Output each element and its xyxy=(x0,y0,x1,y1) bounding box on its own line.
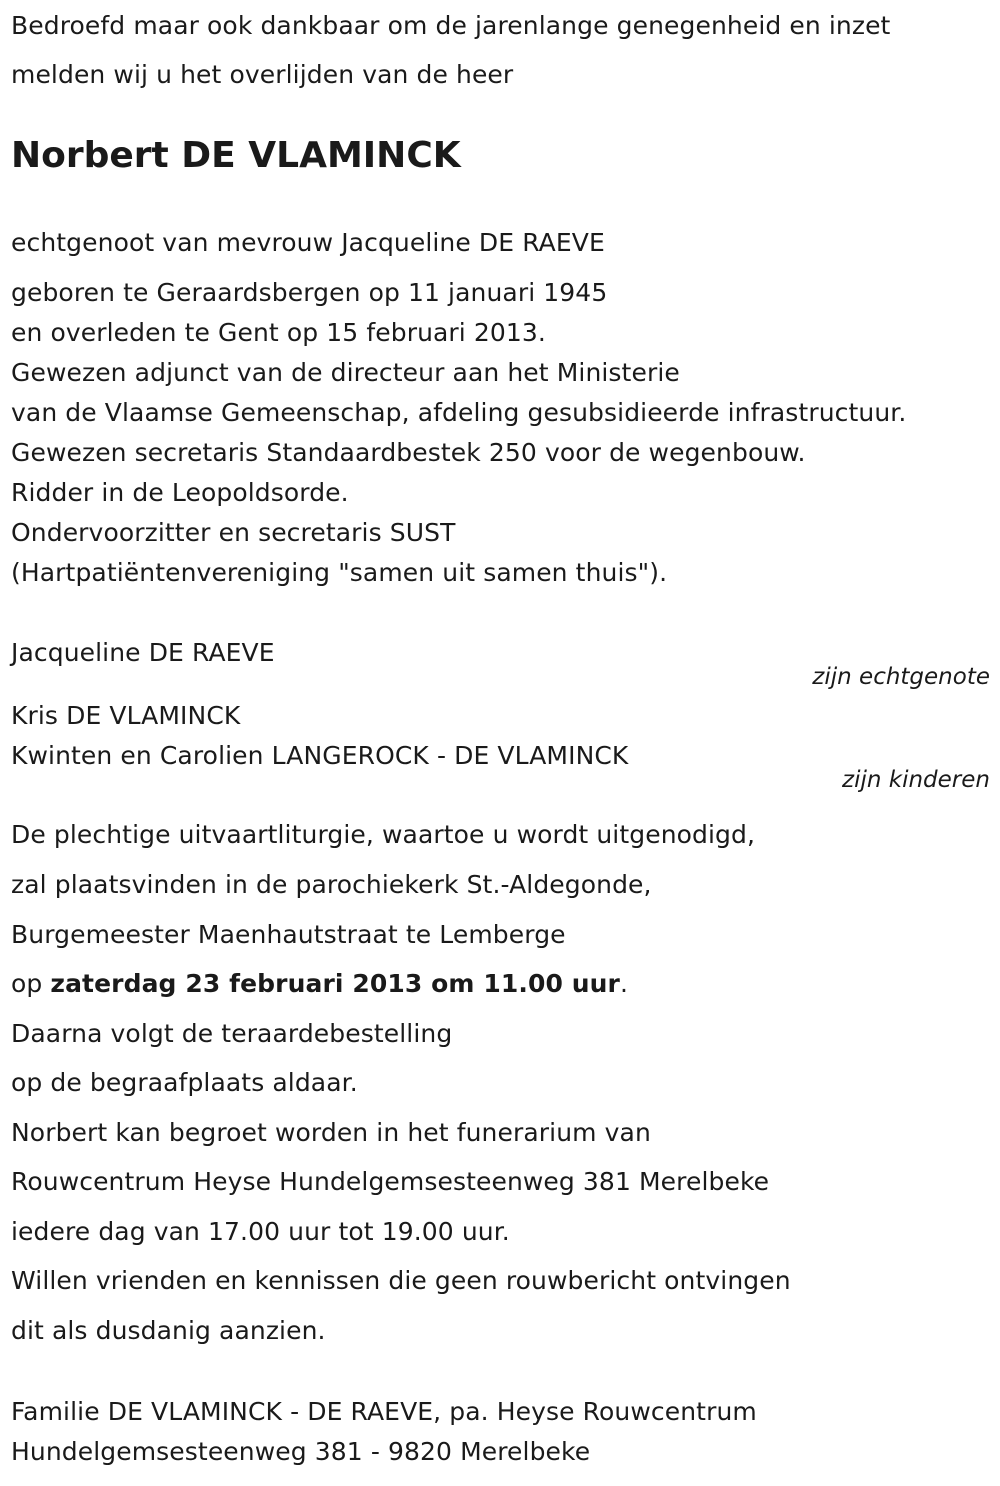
ceremony-date-suffix: . xyxy=(619,969,629,998)
footer-line-2: Hundelgemsesteenweg 381 - 9820 Merelbeke xyxy=(11,1437,591,1466)
bio-line-5: Gewezen secretaris Standaardbestek 250 voor de wegenbouw. xyxy=(11,438,806,467)
ceremony-line-7: Norbert kan begroet worden in het funerarium van xyxy=(11,1118,651,1147)
ceremony-line-2: zal plaatsvinden in de parochiekerk St.-Aldegonde, xyxy=(11,870,652,899)
intro-line-1: Bedroefd maar ook dankbaar om de jarenlange genegenheid en inzet xyxy=(11,11,891,40)
family-children-role: zijn kinderen xyxy=(842,767,990,793)
bio-line-3: Gewezen adjunct van de directeur aan het Ministerie xyxy=(11,358,680,387)
ceremony-line-1: De plechtige uitvaartliturgie, waartoe u wordt uitgenodigd, xyxy=(11,820,756,849)
family-spouse-name: Jacqueline DE RAEVE xyxy=(11,638,275,667)
deceased-name: Norbert DE VLAMINCK xyxy=(11,135,461,176)
bio-line-8: (Hartpatiëntenvereniging "samen uit samen thuis"). xyxy=(11,558,668,587)
ceremony-line-3: Burgemeester Maenhautstraat te Lemberge xyxy=(11,920,566,949)
bio-line-6: Ridder in de Leopoldsorde. xyxy=(11,478,349,507)
ceremony-date-line xyxy=(11,968,628,1000)
bio-line-7: Ondervoorzitter en secretaris SUST xyxy=(11,518,456,547)
ceremony-line-10: Willen vrienden en kennissen die geen rouwbericht ontvingen xyxy=(11,1266,791,1295)
ceremony-date: zaterdag 23 februari 2013 om 11.00 uur xyxy=(50,969,620,998)
bio-line-2: en overleden te Gent op 15 februari 2013. xyxy=(11,318,546,347)
ceremony-date-prefix: op xyxy=(11,969,51,998)
ceremony-line-8: Rouwcentrum Heyse Hundelgemsesteenweg 381 Merelbeke xyxy=(11,1167,770,1196)
ceremony-line-9: iedere dag van 17.00 uur tot 19.00 uur. xyxy=(11,1217,510,1246)
family-child-2: Kwinten en Carolien LANGEROCK - DE VLAMINCK xyxy=(11,741,629,770)
ceremony-line-11: dit als dusdanig aanzien. xyxy=(11,1316,326,1345)
family-spouse-role: zijn echtgenote xyxy=(812,664,990,690)
intro-line-2: melden wij u het overlijden van de heer xyxy=(11,60,514,89)
family-child-1: Kris DE VLAMINCK xyxy=(11,701,241,730)
spouse-line: echtgenoot van mevrouw Jacqueline DE RAEVE xyxy=(11,228,605,257)
bio-line-1: geboren te Geraardsbergen op 11 januari 1945 xyxy=(11,278,608,307)
ceremony-line-5: Daarna volgt de teraardebestelling xyxy=(11,1019,453,1048)
bio-line-4: van de Vlaamse Gemeenschap, afdeling gesubsidieerde infrastructuur. xyxy=(11,398,907,427)
footer-line-1: Familie DE VLAMINCK - DE RAEVE, pa. Heyse Rouwcentrum xyxy=(11,1397,757,1426)
ceremony-line-6: op de begraafplaats aldaar. xyxy=(11,1068,358,1097)
